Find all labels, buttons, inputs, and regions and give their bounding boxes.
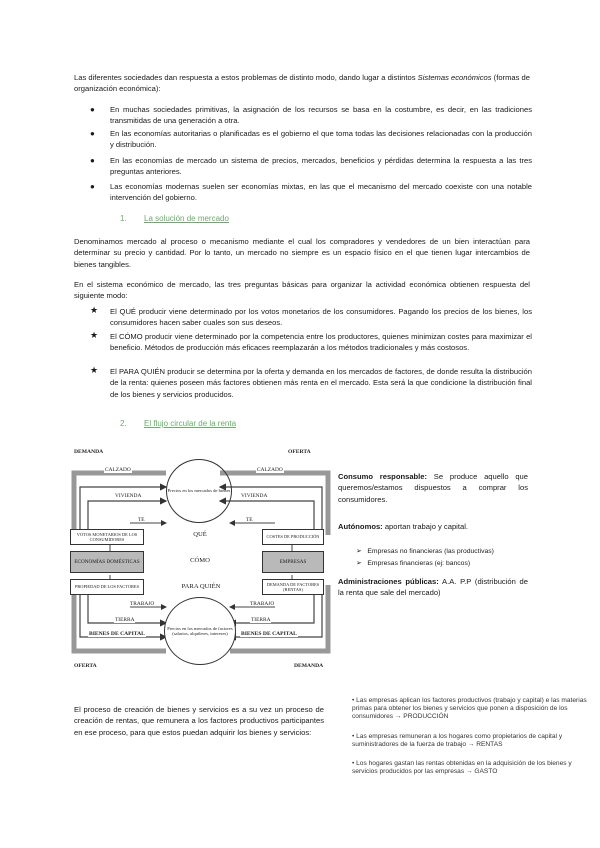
bullet-item: ● Las economías modernas suelen ser economías mixtas, en las que el mecanismo del mercado coexiste con una notable intervención del gobierno. — [90, 182, 532, 203]
trabajo-left-label: TRABAJO — [130, 601, 155, 607]
goods-market-circle: Precios en los mercados de bienes — [166, 459, 232, 523]
propiedad-box: PROPIEDAD DE LOS FACTORES — [70, 579, 144, 595]
bullet-dot-icon: ● — [90, 105, 95, 114]
consumo-paragraph: Consumo responsable: Se produce aquello que queremos/estamos dispuestos a comprar los consumidores. — [338, 472, 528, 504]
section-heading-2: 2. El flujo circular de la renta — [120, 419, 237, 428]
como-label: CÓMO — [190, 557, 210, 564]
bullet-dot-icon: ● — [90, 156, 95, 165]
intro-italic: Sistemas económicos — [417, 73, 492, 82]
bullet-dot-icon: ● — [90, 182, 95, 191]
costes-box: COSTES DE PRODUCCIÓN — [262, 529, 324, 545]
admin-paragraph: Administraciones públicas: A.A. P.P (distribución de la renta que sale del mercado) — [338, 577, 528, 598]
que-label: QUÉ — [193, 531, 207, 538]
vivienda-left-label: VIVIENDA — [115, 493, 142, 499]
sistema-paragraph: En el sistema económico de mercado, las tres preguntas básicas para organizar la actividad económica obtienen respuesta del siguiente modo: — [74, 280, 530, 301]
factor-market-circle: Precios en los mercados de factores (salarios, alquileres, intereses) — [164, 597, 236, 665]
bienes-capital-right-label: BIENES DE CAPITAL — [241, 631, 297, 637]
list-item: ➢ Empresas financieras (ej: bancos) — [356, 560, 471, 567]
bullet-dot-icon: ● — [90, 129, 95, 138]
bullet-item: ● En las economías autoritarias o planificadas es el gobierno el que toma todas las decisiones relacionadas con la producción y distribución. — [90, 129, 532, 150]
star-icon: ★ — [90, 365, 99, 375]
star-item: ★ El QUÉ producir viene determinado por los votos monetarios de los consumidores. Pagando los precios de los bienes, los consumidores hacen saber cuales son sus deseos. — [90, 305, 532, 328]
oferta-top-label: OFERTA — [288, 449, 311, 455]
arrow-bullet-icon: ➢ — [356, 560, 368, 567]
list-item: ➢ Empresas no financieras (las productivas) — [356, 548, 494, 555]
bullet-item: ● En muchas sociedades primitivas, la asignación de los recursos se basa en la costumbre, es decir, en las tradiciones transmitidas de una generación a otra. — [90, 105, 532, 126]
te-right-label: TE — [246, 517, 253, 523]
tierra-left-label: TIERRA — [115, 617, 135, 623]
trabajo-right-label: TRABAJO — [250, 601, 275, 607]
section-heading-1: 1. La solución de mercado — [120, 214, 229, 223]
mercado-paragraph: Denominamos mercado al proceso o mecanismo mediante el cual los compradores y vendedores de un bien interactúan para determinar su precio y cantidad. Por lo tanto, un mercado no siempre es un espacio físico en el que tienen lugar intercambios de bienes tangibles. — [74, 237, 530, 269]
para-quien-label: PARA QUIÉN — [181, 583, 221, 590]
demanda-bottom-label: DEMANDA — [294, 663, 324, 669]
demanda-factores-box: DEMANDA DE FACTORES (RENTAS) — [262, 579, 324, 595]
votos-box: VOTOS MONETARIOS DE LOS CONSUMIDORES — [70, 529, 144, 545]
star-item: ★ El PARA QUIÉN producir se determina por la oferta y demanda en los mercados de factores, de donde resulta la distribución de la renta: quienes poseen más factores obtienen más renta en el mercado. Esta será la que condicione la distribución final de los bienes y servicios producidos. — [90, 365, 532, 399]
intro-paragraph — [74, 72, 530, 95]
vivienda-right-label: VIVIENDA — [241, 493, 268, 499]
bullet-item: ● En las economías de mercado un sistema de precios, mercados, beneficios y pérdidas determina la respuesta a las tres preguntas anteriores. — [90, 156, 532, 177]
bienes-capital-left-label: BIENES DE CAPITAL — [89, 631, 145, 637]
intro-text: Las diferentes sociedades dan respuesta a estos problemas de distinto modo, dando lugar a distintos — [74, 73, 418, 82]
process-list-item: • Las empresas remuneran a los hogares como propietarios de capital y suministradores de la fuerza de trabajo → RENTAS — [352, 733, 563, 749]
tierra-right-label: TIERRA — [251, 617, 271, 623]
calzado-right-label: CALZADO — [257, 467, 283, 473]
autonomos-paragraph: Autónomos: aportan trabajo y capital. — [338, 522, 468, 531]
empresas-box: EMPRESAS — [262, 551, 324, 573]
arrow-bullet-icon: ➢ — [356, 548, 368, 555]
creacion-paragraph: El proceso de creación de bienes y servicios es a su vez un proceso de creación de rentas, que remunera a los factores productivos participantes en ese proceso, para que estos puedan adquirir los bienes y servicios: — [74, 705, 324, 737]
star-icon: ★ — [90, 305, 99, 315]
oferta-bottom-label: OFERTA — [74, 663, 97, 669]
star-item: ★ El CÓMO producir viene determinado por la competencia entre los productores, quienes minimizan costes para maximizar el beneficio. Métodos de producción más eficaces reemplazarán a los métodos tradicionales y más costosos. — [90, 330, 532, 353]
intro-text-end: (formas de organización económica): — [74, 73, 531, 94]
te-left-label: TE — [138, 517, 145, 523]
star-icon: ★ — [90, 330, 99, 340]
circular-flow-diagram — [70, 445, 332, 673]
process-list-item: • Los hogares gastan las rentas obtenidas en la adquisición de los bienes y servicios producidos por las empresas → GASTO — [352, 760, 572, 776]
process-list-item: • Las empresas aplican los factores productivos (trabajo y capital) e las materias primas para obtener los bienes y servicios que ponen a disposición de los consumidores → PRODUCCIÓN — [352, 697, 587, 721]
economias-domesticas-box: ECONOMÍAS DOMÉSTICAS — [70, 551, 144, 573]
demanda-top-label: DEMANDA — [74, 449, 104, 455]
calzado-left-label: CALZADO — [105, 467, 131, 473]
